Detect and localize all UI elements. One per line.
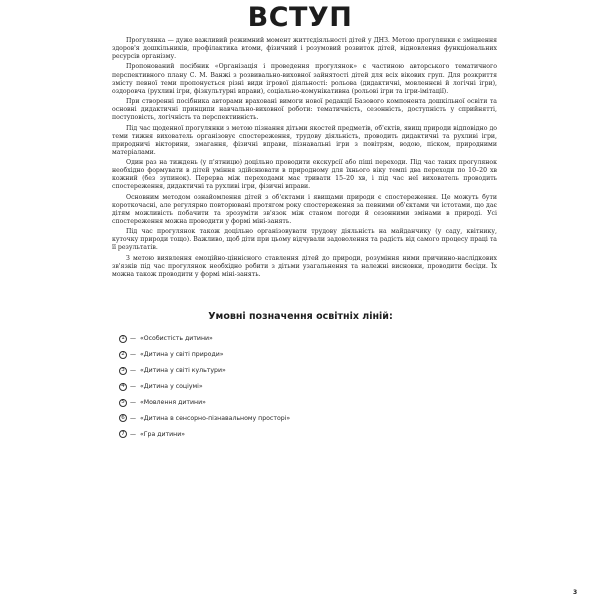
legend-item-label: «Дитина в сенсорно-пізнавальному просторі» bbox=[140, 414, 291, 422]
circled-number-icon: 3 bbox=[119, 367, 127, 375]
circled-number-icon: 4 bbox=[119, 383, 127, 391]
dash: — bbox=[130, 351, 136, 359]
legend-item-label: «Мовлення дитини» bbox=[140, 399, 206, 406]
dash: — bbox=[130, 335, 136, 343]
legend-item-label: «Дитина у соціумі» bbox=[140, 383, 203, 391]
circled-number-icon: 1 bbox=[119, 335, 127, 343]
legend-item bbox=[119, 363, 479, 379]
page-title: ВСТУП bbox=[247, 2, 353, 33]
paragraph: Один раз на тиждень (у п'ятницю) доцільно проводити екскурсії або піші переходи. Під час таких прогулянок необхідно формувати в дітей уміння здійснювати в природному для їхнього віку темпі два переходи по 10–20 хв кожний (без зупинок). Перерва між переходами має тривати 15–20 хв, і під час неї вихователь проводить спостереження, дидактичні та рухливі ігри, фізичні вправи. bbox=[112, 159, 497, 191]
legend-item-label: «Гра дитини» bbox=[140, 430, 186, 438]
paragraph: Пропонований посібник «Організація і проведення прогулянок» є частиною авторського тематичного перспективного плану С. М. Ванжі з розвивально-виховної зайнятості дітей для всіх вікових груп. Для розкриття змісту певної теми пропонується різні види ігрової діяльності: рольова (дидактичні, мовленнєві й логічні ігри), оздоровча (рухливі ігри, фізкультурні вправи), соціально-комунікативна (рольові ігри та ігри-імітації). bbox=[112, 63, 497, 95]
legend-item-label: «Особистість дитини» bbox=[140, 335, 213, 343]
legend-item bbox=[119, 331, 479, 347]
legend-list bbox=[119, 331, 479, 442]
paragraph: З метою виявлення емоційно-ціннісного ставлення дітей до природи, розуміння ними причинно-наслідкових зв'язків під час прогулянок необхідно робити з дітьми узагальнення та належні висновки, проводити бесіди. Їх можна також проводити у формі міні-занять. bbox=[112, 254, 497, 278]
legend-item bbox=[119, 410, 479, 426]
dash: — bbox=[130, 414, 136, 422]
paragraph: При створенні посібника авторами враховані вимоги нової редакції Базового компонента дошкільної освіти та основні дидактичні принципи навчально-виховної роботи: тематичність, сезонність, доступність у сприйнятті, поступовість, логічність та перспективність. bbox=[112, 98, 497, 122]
legend-item bbox=[119, 395, 479, 411]
paragraph: Основним методом ознайомлення дітей з об'єктами і явищами природи є спостереження. Це можуть бути короткочасні, але регулярно повторювані протягом року спостереження за певними об'єктами чи істотами, що дає дітям можливість побачити та зрозуміти зв'язок між станом погоди й сезонними змінами в природі. Усі спостереження можна проводити у формі міні-занять. bbox=[112, 193, 497, 225]
circled-number-icon: 7 bbox=[119, 430, 127, 438]
circled-number-icon: 5 bbox=[119, 399, 127, 407]
legend-item-label: «Дитина у світі культури» bbox=[140, 367, 226, 375]
dash: — bbox=[130, 383, 136, 391]
paragraph: Під час прогулянок також доцільно організовувати трудову діяльність на майданчику (у саду, квітнику, куточку природи тощо). Важливо, щоб діти при цьому відчували задоволення та радість від самого процесу праці та її результатів. bbox=[112, 228, 497, 252]
intro-text bbox=[112, 37, 497, 281]
paragraph: Під час щоденної прогулянки з метою пізнання дітьми якостей предметів, об'єктів, явищ природи відповідно до теми тижня вихователь організовує спостереження, трудову діяльність, проводить дидактичні та рухливі ігри, природничі вікторини, змагання, фізичні вправи, пізнавальні ігри з повітрям, водою, піском, природними матеріалами. bbox=[112, 124, 497, 156]
dash: — bbox=[130, 367, 136, 375]
paragraph: Прогулянка — дуже важливий режимний момент життєдіяльності дітей у ДНЗ. Метою прогулянки є зміцнення здоров'я дошкільників, профілактика втоми, фізичний і розумовий розвиток дітей, відновлення функціональних ресурсів організму. bbox=[112, 37, 497, 61]
circled-number-icon: 2 bbox=[119, 351, 127, 359]
legend-item bbox=[119, 379, 479, 395]
legend-item bbox=[119, 426, 479, 442]
dash: — bbox=[130, 399, 136, 406]
page-number: 3 bbox=[573, 589, 578, 596]
legend-item-label: «Дитина у світі природи» bbox=[140, 351, 224, 359]
dash: — bbox=[130, 430, 136, 438]
legend-item bbox=[119, 347, 479, 363]
circled-number-icon: 6 bbox=[119, 414, 127, 422]
legend-title: Умовні позначення освітніх ліній: bbox=[208, 311, 393, 322]
